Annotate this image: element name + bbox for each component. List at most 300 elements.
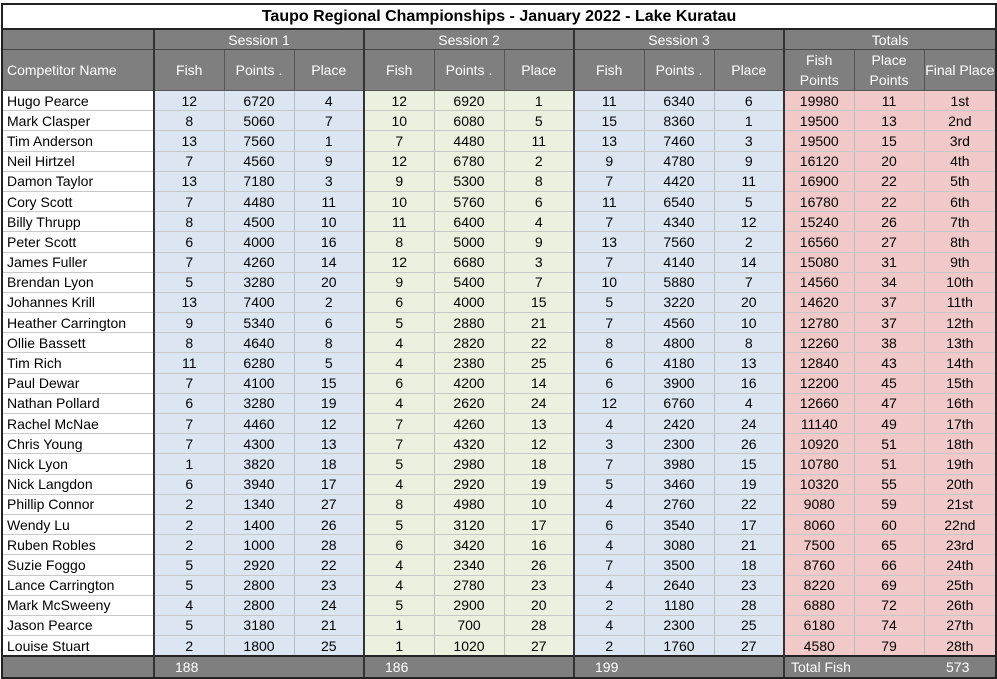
s2-fish: 4 (364, 474, 434, 494)
s3-fish: 11 (574, 191, 644, 211)
table-row (2, 151, 996, 171)
competitor-name: Billy Thrupp (2, 212, 154, 232)
final-place: 21st (924, 494, 996, 514)
col-s2-fish: Fish (364, 50, 434, 91)
s1-fish: 6 (154, 232, 224, 252)
s3-points: 4800 (644, 333, 714, 353)
s2-place: 28 (504, 615, 574, 635)
s1-place: 21 (294, 615, 364, 635)
s2-points: 3120 (434, 514, 504, 534)
competitor-name: Hugo Pearce (2, 91, 154, 111)
s3-place: 14 (714, 252, 784, 272)
s2-place: 27 (504, 636, 574, 657)
s1-points: 4460 (224, 414, 294, 434)
fish-points: 16120 (784, 151, 854, 171)
session-1-header: Session 1 (154, 29, 364, 50)
fish-points: 6880 (784, 595, 854, 615)
s1-points: 2800 (224, 595, 294, 615)
s2-place: 18 (504, 454, 574, 474)
s2-fish: 4 (364, 393, 434, 413)
s1-fish: 8 (154, 333, 224, 353)
final-place: 19th (924, 454, 996, 474)
header-blank (2, 29, 154, 50)
s2-place: 15 (504, 292, 574, 312)
s2-fish: 12 (364, 252, 434, 272)
final-place: 4th (924, 151, 996, 171)
competitor-name: Wendy Lu (2, 514, 154, 534)
s1-fish: 7 (154, 373, 224, 393)
col-final-place: Final Place (924, 50, 996, 91)
s2-place: 10 (504, 494, 574, 514)
fish-points: 12840 (784, 353, 854, 373)
fish-points: 16780 (784, 191, 854, 211)
s1-fish: 2 (154, 494, 224, 514)
s2-place: 11 (504, 131, 574, 151)
s1-points: 6720 (224, 91, 294, 111)
s3-points: 3980 (644, 454, 714, 474)
s2-points: 2920 (434, 474, 504, 494)
s3-points: 3540 (644, 514, 714, 534)
s1-points: 7180 (224, 171, 294, 191)
fish-points: 8060 (784, 514, 854, 534)
fish-points: 15240 (784, 212, 854, 232)
final-place: 8th (924, 232, 996, 252)
competitor-name: James Fuller (2, 252, 154, 272)
fish-points: 11140 (784, 414, 854, 434)
s2-points: 5760 (434, 191, 504, 211)
final-place: 3rd (924, 131, 996, 151)
s2-place: 25 (504, 353, 574, 373)
table-row (2, 333, 996, 353)
s2-points: 2620 (434, 393, 504, 413)
competitor-name: Damon Taylor (2, 171, 154, 191)
s3-place: 19 (714, 474, 784, 494)
s2-place: 19 (504, 474, 574, 494)
final-place: 12th (924, 313, 996, 333)
place-points: 22 (854, 171, 924, 191)
results-table (1, 3, 997, 679)
s1-place: 16 (294, 232, 364, 252)
s3-place: 13 (714, 353, 784, 373)
s3-points: 5880 (644, 272, 714, 292)
s2-fish: 7 (364, 414, 434, 434)
col-s2-place: Place (504, 50, 574, 91)
s3-fish: 7 (574, 454, 644, 474)
competitor-name: Ruben Robles (2, 535, 154, 555)
s1-points: 1400 (224, 514, 294, 534)
s1-place: 27 (294, 494, 364, 514)
s3-points: 4780 (644, 151, 714, 171)
s2-place: 12 (504, 434, 574, 454)
total-fish-value: 573 (924, 656, 996, 678)
page-title: Taupo Regional Championships - January 2022 - Lake Kuratau (2, 4, 996, 29)
place-points: 55 (854, 474, 924, 494)
s2-place: 4 (504, 212, 574, 232)
s1-fish: 2 (154, 514, 224, 534)
s1-place: 24 (294, 595, 364, 615)
s1-points: 4300 (224, 434, 294, 454)
fish-points: 7500 (784, 535, 854, 555)
s1-place: 19 (294, 393, 364, 413)
s2-points: 6680 (434, 252, 504, 272)
final-place: 6th (924, 191, 996, 211)
s3-fish: 7 (574, 555, 644, 575)
s2-place: 17 (504, 514, 574, 534)
s3-fish: 5 (574, 292, 644, 312)
session-3-header: Session 3 (574, 29, 784, 50)
s2-points: 4320 (434, 434, 504, 454)
s1-place: 1 (294, 131, 364, 151)
col-s3-place: Place (714, 50, 784, 91)
s1-fish: 13 (154, 171, 224, 191)
s2-points: 2880 (434, 313, 504, 333)
table-row (2, 171, 996, 191)
s3-points: 2760 (644, 494, 714, 514)
s2-place: 24 (504, 393, 574, 413)
s3-place: 16 (714, 373, 784, 393)
results-body (2, 91, 996, 657)
s2-points: 6780 (434, 151, 504, 171)
s2-points: 2340 (434, 555, 504, 575)
s1-fish: 6 (154, 393, 224, 413)
col-fish-points: Fish Points (784, 50, 854, 91)
s2-points: 4260 (434, 414, 504, 434)
final-place: 2nd (924, 111, 996, 131)
s1-place: 4 (294, 91, 364, 111)
s3-place: 26 (714, 434, 784, 454)
s1-points: 5340 (224, 313, 294, 333)
s3-points: 4180 (644, 353, 714, 373)
s2-place: 21 (504, 313, 574, 333)
s1-points: 4480 (224, 191, 294, 211)
table-row (2, 494, 996, 514)
final-place: 7th (924, 212, 996, 232)
s1-place: 28 (294, 535, 364, 555)
s3-points: 3460 (644, 474, 714, 494)
s1-place: 10 (294, 212, 364, 232)
competitor-name: Brendan Lyon (2, 272, 154, 292)
s1-fish: 5 (154, 575, 224, 595)
s2-points: 3420 (434, 535, 504, 555)
final-place: 23rd (924, 535, 996, 555)
s1-points: 1800 (224, 636, 294, 657)
fish-points: 16560 (784, 232, 854, 252)
s2-points: 6080 (434, 111, 504, 131)
s1-fish: 11 (154, 353, 224, 373)
s2-place: 26 (504, 555, 574, 575)
s1-place: 5 (294, 353, 364, 373)
s3-place: 20 (714, 292, 784, 312)
s1-points: 4000 (224, 232, 294, 252)
s2-place: 13 (504, 414, 574, 434)
s1-fish: 13 (154, 131, 224, 151)
s2-place: 3 (504, 252, 574, 272)
table-row (2, 535, 996, 555)
fish-points: 14620 (784, 292, 854, 312)
competitor-name: Louise Stuart (2, 636, 154, 657)
table-row (2, 514, 996, 534)
s3-points: 6540 (644, 191, 714, 211)
place-points: 22 (854, 191, 924, 211)
fish-points: 10320 (784, 474, 854, 494)
s3-points: 3500 (644, 555, 714, 575)
s2-place: 5 (504, 111, 574, 131)
final-place: 27th (924, 615, 996, 635)
s2-fish: 9 (364, 272, 434, 292)
s3-fish: 4 (574, 575, 644, 595)
s1-place: 18 (294, 454, 364, 474)
s1-place: 11 (294, 191, 364, 211)
final-place: 15th (924, 373, 996, 393)
final-place: 22nd (924, 514, 996, 534)
final-place: 28th (924, 636, 996, 657)
s2-points: 700 (434, 615, 504, 635)
s1-place: 12 (294, 414, 364, 434)
s3-points: 2420 (644, 414, 714, 434)
s2-fish: 4 (364, 555, 434, 575)
table-row (2, 575, 996, 595)
place-points: 27 (854, 232, 924, 252)
s3-place: 2 (714, 232, 784, 252)
s2-fish: 5 (364, 313, 434, 333)
final-place: 25th (924, 575, 996, 595)
fish-points: 12780 (784, 313, 854, 333)
s1-points: 5060 (224, 111, 294, 131)
s3-fish: 10 (574, 272, 644, 292)
s3-fish: 7 (574, 313, 644, 333)
s3-fish: 2 (574, 595, 644, 615)
total-fish-label: Total Fish (784, 656, 924, 678)
s3-place: 21 (714, 535, 784, 555)
place-points: 15 (854, 131, 924, 151)
s1-points: 3940 (224, 474, 294, 494)
s3-place: 24 (714, 414, 784, 434)
s3-fish: 4 (574, 615, 644, 635)
s1-place: 26 (294, 514, 364, 534)
s3-fish: 4 (574, 535, 644, 555)
competitor-name: Suzie Foggo (2, 555, 154, 575)
s2-fish: 4 (364, 353, 434, 373)
s1-points: 3180 (224, 615, 294, 635)
s1-place: 22 (294, 555, 364, 575)
s3-points: 6760 (644, 393, 714, 413)
s3-points: 4420 (644, 171, 714, 191)
col-place-points: Place Points (854, 50, 924, 91)
col-competitor-name: Competitor Name (2, 50, 154, 91)
s1-points: 4640 (224, 333, 294, 353)
final-place: 24th (924, 555, 996, 575)
s3-place: 12 (714, 212, 784, 232)
competitor-name: Mark McSweeny (2, 595, 154, 615)
final-place: 11th (924, 292, 996, 312)
s2-fish: 1 (364, 615, 434, 635)
fish-points: 14560 (784, 272, 854, 292)
fish-points: 4580 (784, 636, 854, 657)
competitor-name: Tim Rich (2, 353, 154, 373)
table-row (2, 595, 996, 615)
s1-place: 23 (294, 575, 364, 595)
competitor-name: Nick Lyon (2, 454, 154, 474)
s1-fish: 5 (154, 272, 224, 292)
s1-points: 7400 (224, 292, 294, 312)
s2-fish: 6 (364, 373, 434, 393)
place-points: 66 (854, 555, 924, 575)
table-row (2, 393, 996, 413)
s1-fish: 4 (154, 595, 224, 615)
s1-points: 1000 (224, 535, 294, 555)
s3-place: 9 (714, 151, 784, 171)
s2-fish: 8 (364, 494, 434, 514)
fish-points: 15080 (784, 252, 854, 272)
fish-points: 19500 (784, 111, 854, 131)
s3-points: 1180 (644, 595, 714, 615)
s1-place: 2 (294, 292, 364, 312)
s3-fish: 3 (574, 434, 644, 454)
s2-points: 1020 (434, 636, 504, 657)
s3-points: 3080 (644, 535, 714, 555)
s2-fish: 6 (364, 292, 434, 312)
s1-place: 13 (294, 434, 364, 454)
table-row (2, 474, 996, 494)
s3-place: 18 (714, 555, 784, 575)
competitor-name: Phillip Connor (2, 494, 154, 514)
s1-fish: 8 (154, 111, 224, 131)
s2-fish: 12 (364, 91, 434, 111)
fish-points: 19980 (784, 91, 854, 111)
s1-fish: 7 (154, 414, 224, 434)
session-2-total-fish: 186 (364, 656, 574, 678)
s2-place: 14 (504, 373, 574, 393)
s1-fish: 7 (154, 434, 224, 454)
fish-points: 10780 (784, 454, 854, 474)
s3-place: 5 (714, 191, 784, 211)
s2-place: 22 (504, 333, 574, 353)
s3-place: 23 (714, 575, 784, 595)
table-row (2, 434, 996, 454)
s3-place: 10 (714, 313, 784, 333)
s3-place: 25 (714, 615, 784, 635)
s1-points: 4500 (224, 212, 294, 232)
place-points: 13 (854, 111, 924, 131)
fish-points: 12200 (784, 373, 854, 393)
fish-points: 8760 (784, 555, 854, 575)
final-place: 18th (924, 434, 996, 454)
s1-fish: 1 (154, 454, 224, 474)
s3-fish: 13 (574, 232, 644, 252)
s3-place: 3 (714, 131, 784, 151)
s3-place: 27 (714, 636, 784, 657)
s1-points: 3280 (224, 393, 294, 413)
s1-fish: 2 (154, 535, 224, 555)
s2-points: 2780 (434, 575, 504, 595)
s1-place: 15 (294, 373, 364, 393)
s2-place: 8 (504, 171, 574, 191)
s2-place: 6 (504, 191, 574, 211)
s2-place: 2 (504, 151, 574, 171)
fish-points: 12660 (784, 393, 854, 413)
s1-fish: 13 (154, 292, 224, 312)
s3-points: 6340 (644, 91, 714, 111)
competitor-name: Chris Young (2, 434, 154, 454)
s1-place: 20 (294, 272, 364, 292)
s2-points: 6920 (434, 91, 504, 111)
s3-place: 6 (714, 91, 784, 111)
s2-points: 4980 (434, 494, 504, 514)
s3-points: 4560 (644, 313, 714, 333)
results-sheet (1, 3, 995, 674)
s3-fish: 7 (574, 171, 644, 191)
s3-place: 11 (714, 171, 784, 191)
s3-place: 7 (714, 272, 784, 292)
s1-place: 8 (294, 333, 364, 353)
place-points: 26 (854, 212, 924, 232)
s3-points: 3900 (644, 373, 714, 393)
table-row (2, 615, 996, 635)
s3-points: 4340 (644, 212, 714, 232)
col-s2-points: Points . (434, 50, 504, 91)
final-place: 26th (924, 595, 996, 615)
table-row (2, 111, 996, 131)
place-points: 20 (854, 151, 924, 171)
s2-fish: 12 (364, 151, 434, 171)
s1-points: 6280 (224, 353, 294, 373)
table-row (2, 353, 996, 373)
s3-place: 17 (714, 514, 784, 534)
final-place: 17th (924, 414, 996, 434)
col-s3-points: Points . (644, 50, 714, 91)
session-3-total-fish: 199 (574, 656, 784, 678)
s2-fish: 11 (364, 212, 434, 232)
place-points: 31 (854, 252, 924, 272)
competitor-name: Rachel McNae (2, 414, 154, 434)
fish-points: 8220 (784, 575, 854, 595)
s2-place: 20 (504, 595, 574, 615)
s2-points: 4000 (434, 292, 504, 312)
s2-points: 5000 (434, 232, 504, 252)
s3-place: 28 (714, 595, 784, 615)
s1-place: 9 (294, 151, 364, 171)
s2-place: 23 (504, 575, 574, 595)
table-row (2, 292, 996, 312)
competitor-name: Heather Carrington (2, 313, 154, 333)
s1-place: 14 (294, 252, 364, 272)
s1-place: 7 (294, 111, 364, 131)
fish-points: 12260 (784, 333, 854, 353)
col-s3-fish: Fish (574, 50, 644, 91)
s3-fish: 8 (574, 333, 644, 353)
footer-blank (2, 656, 154, 678)
place-points: 43 (854, 353, 924, 373)
competitor-name: Nick Langdon (2, 474, 154, 494)
place-points: 38 (854, 333, 924, 353)
place-points: 60 (854, 514, 924, 534)
col-s1-place: Place (294, 50, 364, 91)
s3-fish: 6 (574, 353, 644, 373)
s2-points: 2820 (434, 333, 504, 353)
competitor-name: Jason Pearce (2, 615, 154, 635)
s1-place: 3 (294, 171, 364, 191)
final-place: 20th (924, 474, 996, 494)
s1-fish: 6 (154, 474, 224, 494)
s3-fish: 5 (574, 474, 644, 494)
s1-points: 4560 (224, 151, 294, 171)
s2-place: 1 (504, 91, 574, 111)
competitor-name: Neil Hirtzel (2, 151, 154, 171)
final-place: 10th (924, 272, 996, 292)
place-points: 51 (854, 454, 924, 474)
s1-points: 3280 (224, 272, 294, 292)
s2-fish: 6 (364, 535, 434, 555)
